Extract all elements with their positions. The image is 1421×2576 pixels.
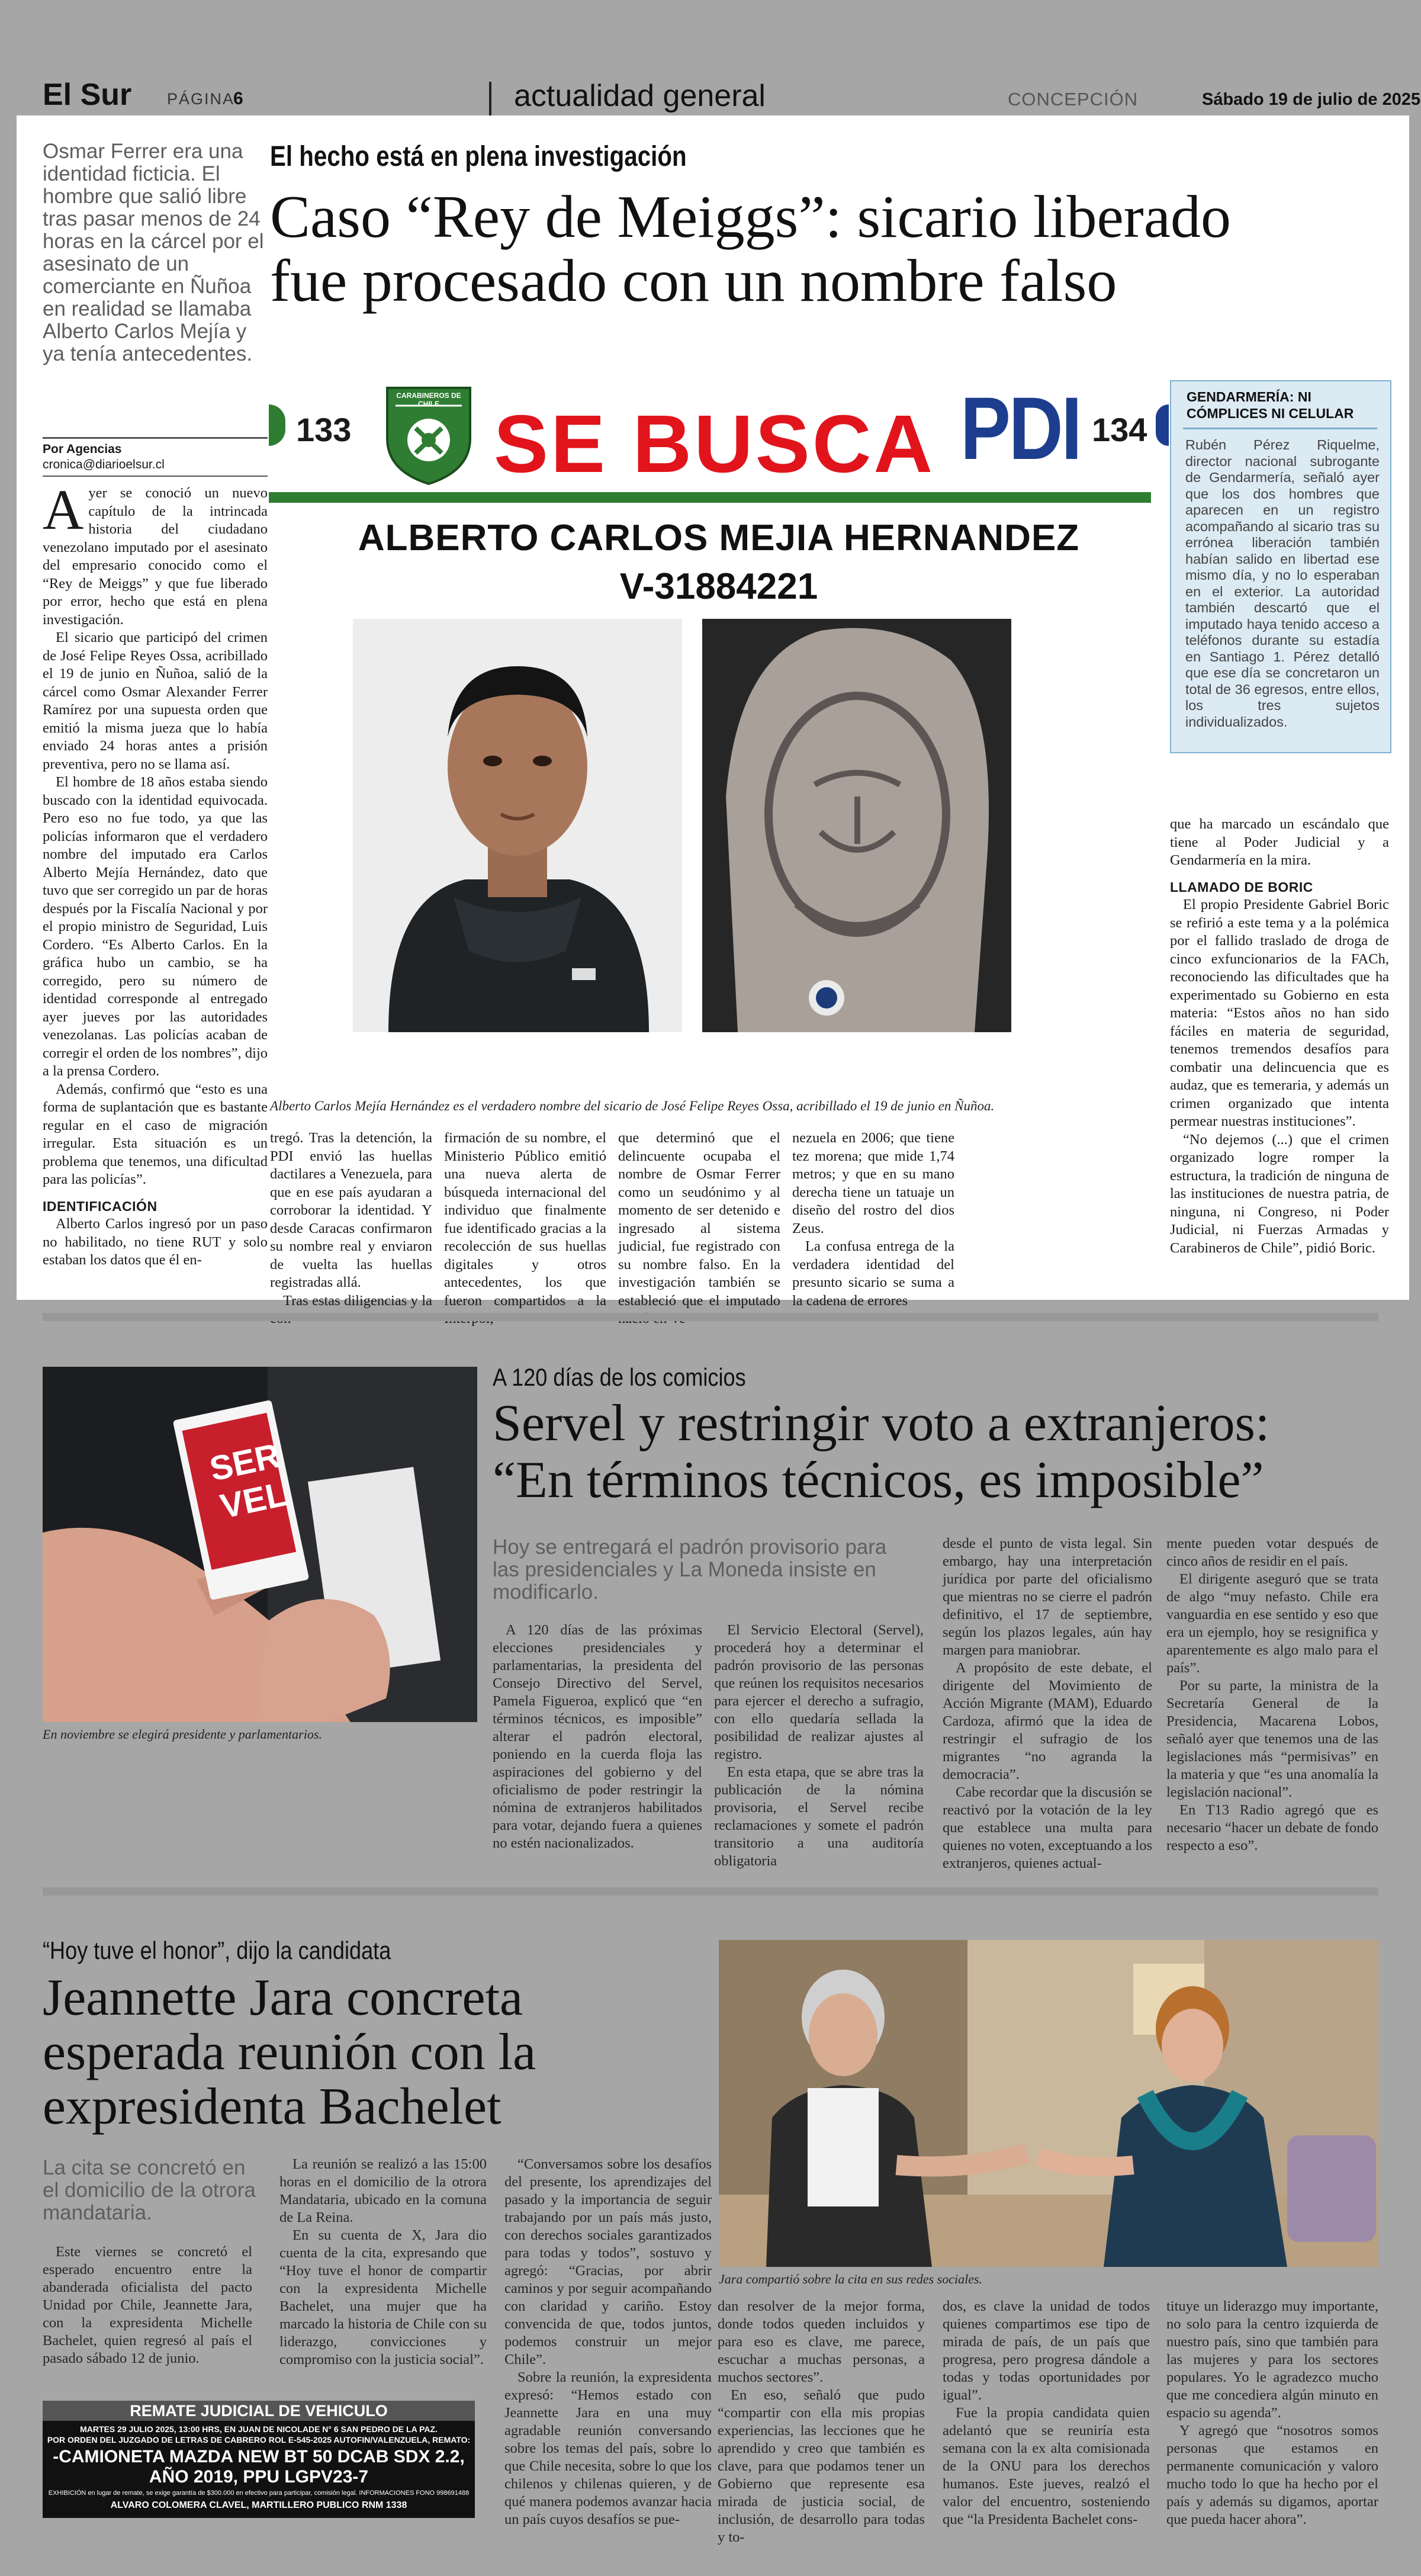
drop-cap: A: [43, 478, 84, 541]
paragraph: mente pueden votar después de cinco años de residir en el país.: [1166, 1536, 1378, 1569]
paragraph: “Conversamos sobre los desafíos del presente, los aprendizajes del pasado y la importancia de seguir trabajando por un país más justo, con derechos sociales garantizados para todas y todos”, sostuvo y agregó: “Gracias, por abrir caminos y por seguir acompañando con claridad y cariño. Estoy convencida de que, todos juntos, podemos construir un mejor Chile”.: [504, 2156, 712, 2368]
section-divider: [43, 1313, 1378, 1321]
paragraph: tituye un liderazgo muy importante, no solo para la centro izquierda de nuestro país, sino que también para las mujeres y para los sectores populares. Yo le agradezco mucho que me concediera algún minuto en espacio su agenda”.: [1166, 2298, 1378, 2421]
paragraph: yer se conoció un nuevo capítulo de la intrincada historia del ciudadano venezolano imputado por el asesinato del empresario conocido como el “Rey de Meiggs” y que fue liberado por error, hecho que está en plena investigación.: [43, 485, 268, 628]
paragraph: nezuela en 2006; que tiene tez morena; que mide 1,74 metros; y que en su mano derecha tiene un tatuaje un diseño del rostro del dios Zeus.: [792, 1130, 954, 1236]
servel-card-text-1: SER: [206, 1436, 284, 1489]
auction-ad: [43, 2401, 475, 2518]
poster-left-tab: [269, 404, 285, 446]
paragraph: En T13 Radio agregó que es necesario “hacer un debate de fondo respecto a eso”.: [1166, 1802, 1378, 1854]
story1-headline: [270, 185, 1277, 313]
headline-line: Caso “Rey de Meiggs”: sicario liberado: [270, 184, 1232, 250]
paragraph: firmación de su nombre, el Ministerio Público emitió una nueva alerta de búsqueda internacional del individuo que finalmente fue identificado gracias a la recolección de sus huellas digitales y otros antecedentes, los que fueron compartidos a la: [444, 1130, 606, 1309]
paragraph: Cabe recordar que la discusión se reactivó por la votación de la ley que establece una multa para quienes no voten, exceptuando a los extranjeros, quienes actual-: [943, 1784, 1152, 1871]
paragraph: Sobre la reunión, la expresidenta expresó: “Hemos estado con Jeannette Jara en una muy agradable reunión conversando sobre los temas del país, sobre lo que Chile necesita, sobre lo que los chilenos y chilenas quieren, y de qué manera podemos avanzar hacia un país cuyos desafíos se pue-: [504, 2369, 712, 2527]
paragraph: Este viernes se concretó el esperado encuentro entre la abanderada oficialista del pacto Unidad por Chile, Jeannette Jara, con la expresidenta Michelle Bachelet, quien regresó al país el pasado sábado 12 de junio.: [43, 2244, 252, 2366]
suspect-id: V-31884221: [619, 566, 818, 607]
story1-lead: Osmar Ferrer era una identidad ficticia. El hombre que salió libre tras pasar menos de 24 horas en la cárcel por el asesinato de un comerciante en Ñuñoa en realidad se llamaba Alberto Carlos Mejía y ya tenía antecedentes.: [43, 140, 264, 365]
box-title: GENDARMERÍA: NI CÓMPLICES NI CELULAR: [1187, 389, 1354, 421]
byline: Por Agencias: [43, 442, 122, 456]
paragraph: Por su parte, la ministra de la Secretaría General de la Presidencia, Macarena Lobos, señaló ayer que tenemos una de las legislaciones más “permisivas” en la materia y que “es una anomalía la legislación nacional”.: [1166, 1678, 1378, 1800]
paragraph: A propósito de este debate, el dirigente del Movimiento de Acción Migrante (MAM), Eduardo Cardoza, afirmó que la idea de restringir el sufragio de los migrantes “no agranda la democracia”.: [943, 1660, 1152, 1782]
paragraph: que ha marcado un escándalo que tiene al Poder Judicial y a Gendarmería en la mira.: [1170, 816, 1389, 868]
poster-title: SE BUSCA: [494, 399, 935, 490]
story2-kicker: A 120 días de los comicios: [493, 1363, 746, 1391]
story1-kicker: El hecho está en plena investigación: [270, 141, 687, 172]
story3-column-6: [1166, 2298, 1378, 2570]
date: Sábado 19 de julio de 2025: [1202, 90, 1421, 109]
story1-column-b3: [618, 1129, 780, 1309]
story2-column-3: [943, 1535, 1152, 1872]
story3-column-4: [718, 2298, 925, 2570]
paragraph: dan resolver de la mejor forma, donde todos queden incluidos y para eso es clave, me parece, escuchar a muchas personas, a muchos sectores”.: [718, 2298, 925, 2385]
badge-label: CARABINEROS DE CHILE: [396, 391, 461, 408]
servel-photo: [43, 1367, 477, 1722]
paragraph: El propio Presidente Gabriel Boric se refirió a este tema y a la polémica por el fallido traslado de droga de cinco exfuncionarios de la FACh, reconociendo las dificultades que ha experimentado su Gobierno en esta materia: “Estos años no han sido fáciles en materia de seguridad, tenemos tremendos desafíos para combatir una delincuencia que es audaz, que es temeraria, y además un crimen organizado que intenta permear nuestras instituciones”.: [1170, 897, 1389, 1129]
servel-card-text-2: VEL: [217, 1474, 291, 1527]
story3-headline: [43, 1971, 694, 2134]
headline-line: Servel y restringir voto a extranjeros:: [493, 1395, 1270, 1452]
suspect-portrait-image: [353, 619, 682, 1032]
story1-photo-caption: Alberto Carlos Mejía Hernández es el verdadero nombre del sicario de José Felipe Reyes Ossa, acribillado el 19 de junio en Ñuñoa.: [270, 1099, 995, 1113]
ad-line: POR ORDEN DEL JUZGADO DE LETRAS DE CABRERO ROL E-545-2025 AUTOFIN/VALENZUELA, REMATO:: [47, 2435, 471, 2445]
wanted-poster: [269, 376, 1169, 1207]
ad-line: MARTES 29 JULIO 2025, 13:00 HRS, EN JUAN DE NICOLADE N° 6 SAN PEDRO DE LA PAZ.: [80, 2424, 438, 2434]
paragraph: Alberto Carlos ingresó por un paso no habilitado, no tiene RUT y solo estaban los datos que él en-: [43, 1216, 268, 1268]
paragraph: El Servicio Electoral (Servel), procederá hoy a determinar el padrón provisorio de las personas que reúnen los requisitos necesarios para ejercer el derecho a sufragio, con ello quedaría sellada la posibilidad de realizar ajustes al registro.: [714, 1622, 924, 1762]
paragraph: tregó. Tras la detención, la PDI envió las huellas dactilares a Venezuela, para que en ese país ayudaran a corroborar la identidad. Y desde Caracas confirmaron su nombre real y enviaron de vuelta las huellas registradas allá.: [270, 1130, 432, 1290]
lead-rule: [43, 437, 268, 439]
poster-right-number: 134: [1092, 411, 1147, 448]
pdi-logo-icon: [960, 377, 1079, 490]
paragraph: El hombre de 18 años estaba siendo buscado con la identidad equivocada. Pero eso no fue todo, ya que las policías informaron que el verdadero nombre del imputado era Carlos Alberto Mejía Hernández, dato que tuvo que ser corregido un par de horas después por la Fiscalía Nacional y por el propio ministro de Seguridad, Luis Cordero. “Es Alberto Carlos. En la gráfica hubo un cambio, se ha corregido, pero su número de identidad corresponde al entregado ayer jueves por las autoridades venezolanas. Las policías acaban de corregir el orden de los nombres”, dijo a la prensa Cordero.: [43, 774, 268, 1079]
paragraph: Tras estas diligencias y la: [283, 1292, 432, 1309]
paragraph: Y agregó que “nosotros somos personas que estamos en permanente comunicación y valoro mucho todo lo que ha hecho por el país y además su digamos, aportar que pueda hacer ahora”.: [1166, 2423, 1378, 2527]
story3-lead: La cita se concretó en el domicilio de la otrora mandataria.: [43, 2156, 256, 2224]
box-title-rule: [1183, 428, 1377, 429]
story2-column-1: [493, 1621, 702, 1870]
paragraph: El dirigente aseguró que se trata de algo “muy nefasto. Chile era vanguardia en ese sentido y eso que era un ejemplo, hoy se resignifica y aparentemente es algo malo para el país”.: [1166, 1571, 1378, 1676]
story3-column-3: [504, 2156, 712, 2570]
story-jara-bachelet: [0, 1895, 1421, 2576]
header-divider: [489, 82, 491, 118]
paragraph: Además, confirmó que “esto es una forma de suplantación que es bastante regular en el caso de migración irregular. Esta situación es un problema que tenemos, una dificultad para las policías”.: [43, 1081, 268, 1187]
headline-line: expresidenta Bachelet: [43, 2078, 501, 2135]
box-text: Rubén Pérez Riquelme, director nacional subrogante de Gendarmería, señaló ayer que los dos hombres que aparecen en un registro acompañando al sicario tras su errónea liberación también habían salido en libertad ese mismo día, y no lo esperaban en el exterior. La autoridad también descartó que el imputado haya tenido acceso a teléfonos durante su estadía en Santiago 1. Pérez detalló que ese día se concretaron un total de 36 egresos, entre ellos, los tres sujetos individualizados.: [1185, 437, 1380, 730]
paragraph: El sicario que participó del crimen de José Felipe Reyes Ossa, acribillado el 19 de junio en Ñuñoa, salió de la cárcel como Osmar Alexander Ferrer Ramírez por una supuesta orden que emitió la misma jueza que lo había enviado 24 horas antes a prisión preventiva, pero no se llama así.: [43, 629, 268, 772]
subhead: IDENTIFICACIÓN: [43, 1198, 157, 1214]
poster-right-tab: [1156, 404, 1169, 446]
paragraph: Fue la propia candidata quien adelantó que se reuniría esta semana con la ex alta comisionada de la ONU para los derechos humanos. Este jueves, realzó el valor del encuentro, sosteniendo que “la Presidenta Bachelet cons-: [943, 2405, 1150, 2527]
byline-rule: [43, 476, 268, 477]
paragraph: La reunión se realizó a las 15:00 horas en el domicilio de la otrora Mandataria, ubicado en la comuna de La Reina.: [279, 2156, 487, 2225]
paragraph: En esta etapa, que se abre tras la publicación de la nómina provisoria, el Servel recibe reclamaciones y somete el padrón transitorio a una auditoría obligatoria: [714, 1764, 924, 1869]
story3-kicker: “Hoy tuve el honor”, dijo la candidata: [43, 1936, 391, 1964]
page-label: PÁGINA: [167, 90, 235, 108]
story2-headline: [493, 1395, 1381, 1509]
paragraph: dos, es clave la unidad de todos quienes compartimos ese tipo de mirada de país, de un país que progresa, pero progresa dándole a todas y todas oportunidades por igual”.: [943, 2298, 1150, 2403]
paragraph: En eso, señaló que pudo “compartir con ella mis propias experiencias, las lecciones que he aprendido y creo que también es clave, para que podamos tener un Gobierno que represente esa mirada de justicia social, de inclusión, de desarrollo para todas y to-: [718, 2387, 925, 2545]
poster-left-number: 133: [296, 411, 352, 448]
ad-line: ALVARO COLOMERA CLAVEL, MARTILLERO PUBLICO RNM 1338: [110, 2500, 407, 2510]
headline-line: fue procesado con un nombre falso: [270, 248, 1117, 314]
section-title: actualidad general: [514, 79, 766, 113]
gendarmeria-box: [1170, 380, 1391, 753]
byline-email: cronica@diarioelsur.cl: [43, 458, 165, 471]
paper-name: El Sur: [43, 78, 132, 112]
ad-line: AÑO 2019, PPU LGPV23-7: [149, 2467, 369, 2487]
paragraph: La confusa entrega de la verdadera identidad del presunto sicario se suma a la cadena de errores: [792, 1238, 954, 1309]
section-divider: [43, 1887, 1378, 1896]
subhead: LLAMADO DE BORIC: [1170, 879, 1313, 895]
story3-column-1: [43, 2243, 252, 2385]
headline-line: Jeannette Jara concreta: [43, 1969, 523, 2026]
story1-column-b2: [444, 1129, 606, 1309]
meeting-photo: [719, 1940, 1378, 2267]
story1-column-b1: [270, 1129, 432, 1309]
story3-photo-caption: Jara compartió sobre la cita en sus redes sociales.: [719, 2272, 983, 2286]
story1-column-b4: [792, 1129, 954, 1309]
story2-column-4: [1166, 1535, 1378, 1872]
paragraph: desde el punto de vista legal. Sin embargo, hay una interpretación jurídica por parte del oficialismo que mientras no se cierre el padrón definitivo, el 17 de septiembre, según los plazos legales, aún hay margen para maniobrar.: [943, 1536, 1152, 1658]
ad-line: -CAMIONETA MAZDA NEW BT 50 DCAB SDX 2.2,: [53, 2447, 465, 2466]
story2-lead: Hoy se entregará el padrón provisorio para las presidenciales y La Moneda insiste en modificarlo.: [493, 1536, 887, 1604]
story2-photo-caption: En noviembre se elegirá presidente y parlamentarios.: [43, 1727, 322, 1742]
paragraph: “No dejemos (...) que el crimen organizado logre romper la estructura, la tradición de ninguna de las instituciones de nuestra patria, de ninguna, ni Congreso, ni Poder Judicial, ni Fuerzas Armadas y Carabineros de Chile”, pidió Boric.: [1170, 1131, 1389, 1256]
pdi-logo-text: PDI: [960, 378, 1081, 478]
ad-title: REMATE JUDICIAL DE VEHICULO: [43, 2401, 475, 2421]
headline-line: esperada reunión con la: [43, 2023, 536, 2081]
ad-line: EXHIBICIÓN en lugar de remate, se exige garantía de $300.000 en efectivo para participar, comisión legal. INFORMACIONES FONO 998691488: [48, 2490, 470, 2497]
story1-right-column: [1170, 815, 1389, 1256]
masthead: [0, 0, 1421, 118]
headline-line: “En términos técnicos, es imposible”: [493, 1451, 1264, 1509]
story-caso-rey-de-meiggs: [17, 115, 1409, 1309]
story2-column-2: [714, 1621, 924, 1870]
poster-green-bar: [269, 492, 1151, 503]
story-servel: [0, 1321, 1421, 1877]
paragraph: En su cuenta de X, Jara dio cuenta de la cita, expresando que “Hoy tuve el honor de compartir con la expresidenta Michelle Bachelet, una mujer que ha marcado la historia de Chile con su liderazgo, convicciones y compromiso con la justicia social”.: [279, 2227, 487, 2368]
story3-column-2: [279, 2156, 487, 2392]
paragraph: que determinó que el delincuente ocupaba el nombre de Osmar Ferrer como un seudónimo y al momento de ser detenido e ingresado al sistema judicial, fue registrado con su nombre falso. En la investigación también se estableció que el imputado: [618, 1130, 780, 1309]
story1-column-1: [43, 478, 268, 1296]
city: CONCEPCIÓN: [1008, 89, 1139, 110]
hand-tattoo-image: [702, 619, 1011, 1032]
page-number: 6: [233, 89, 243, 108]
paragraph: A 120 días de las próximas elecciones presidenciales y parlamentarias, la presidenta del Consejo Directivo del Servel, Pamela Figueroa, explicó que “en términos técnicos, es imposible” alterar el padrón electoral, poniendo en la cuerda floja las aspiraciones del gobierno y del oficialismo de poder restringir la nómina de extranjeros habilitados para votar, dejando fuera a quienes no estén nacionalizados.: [493, 1622, 702, 1851]
story3-column-5: [943, 2298, 1150, 2570]
suspect-name: ALBERTO CARLOS MEJIA HERNANDEZ: [358, 518, 1080, 558]
